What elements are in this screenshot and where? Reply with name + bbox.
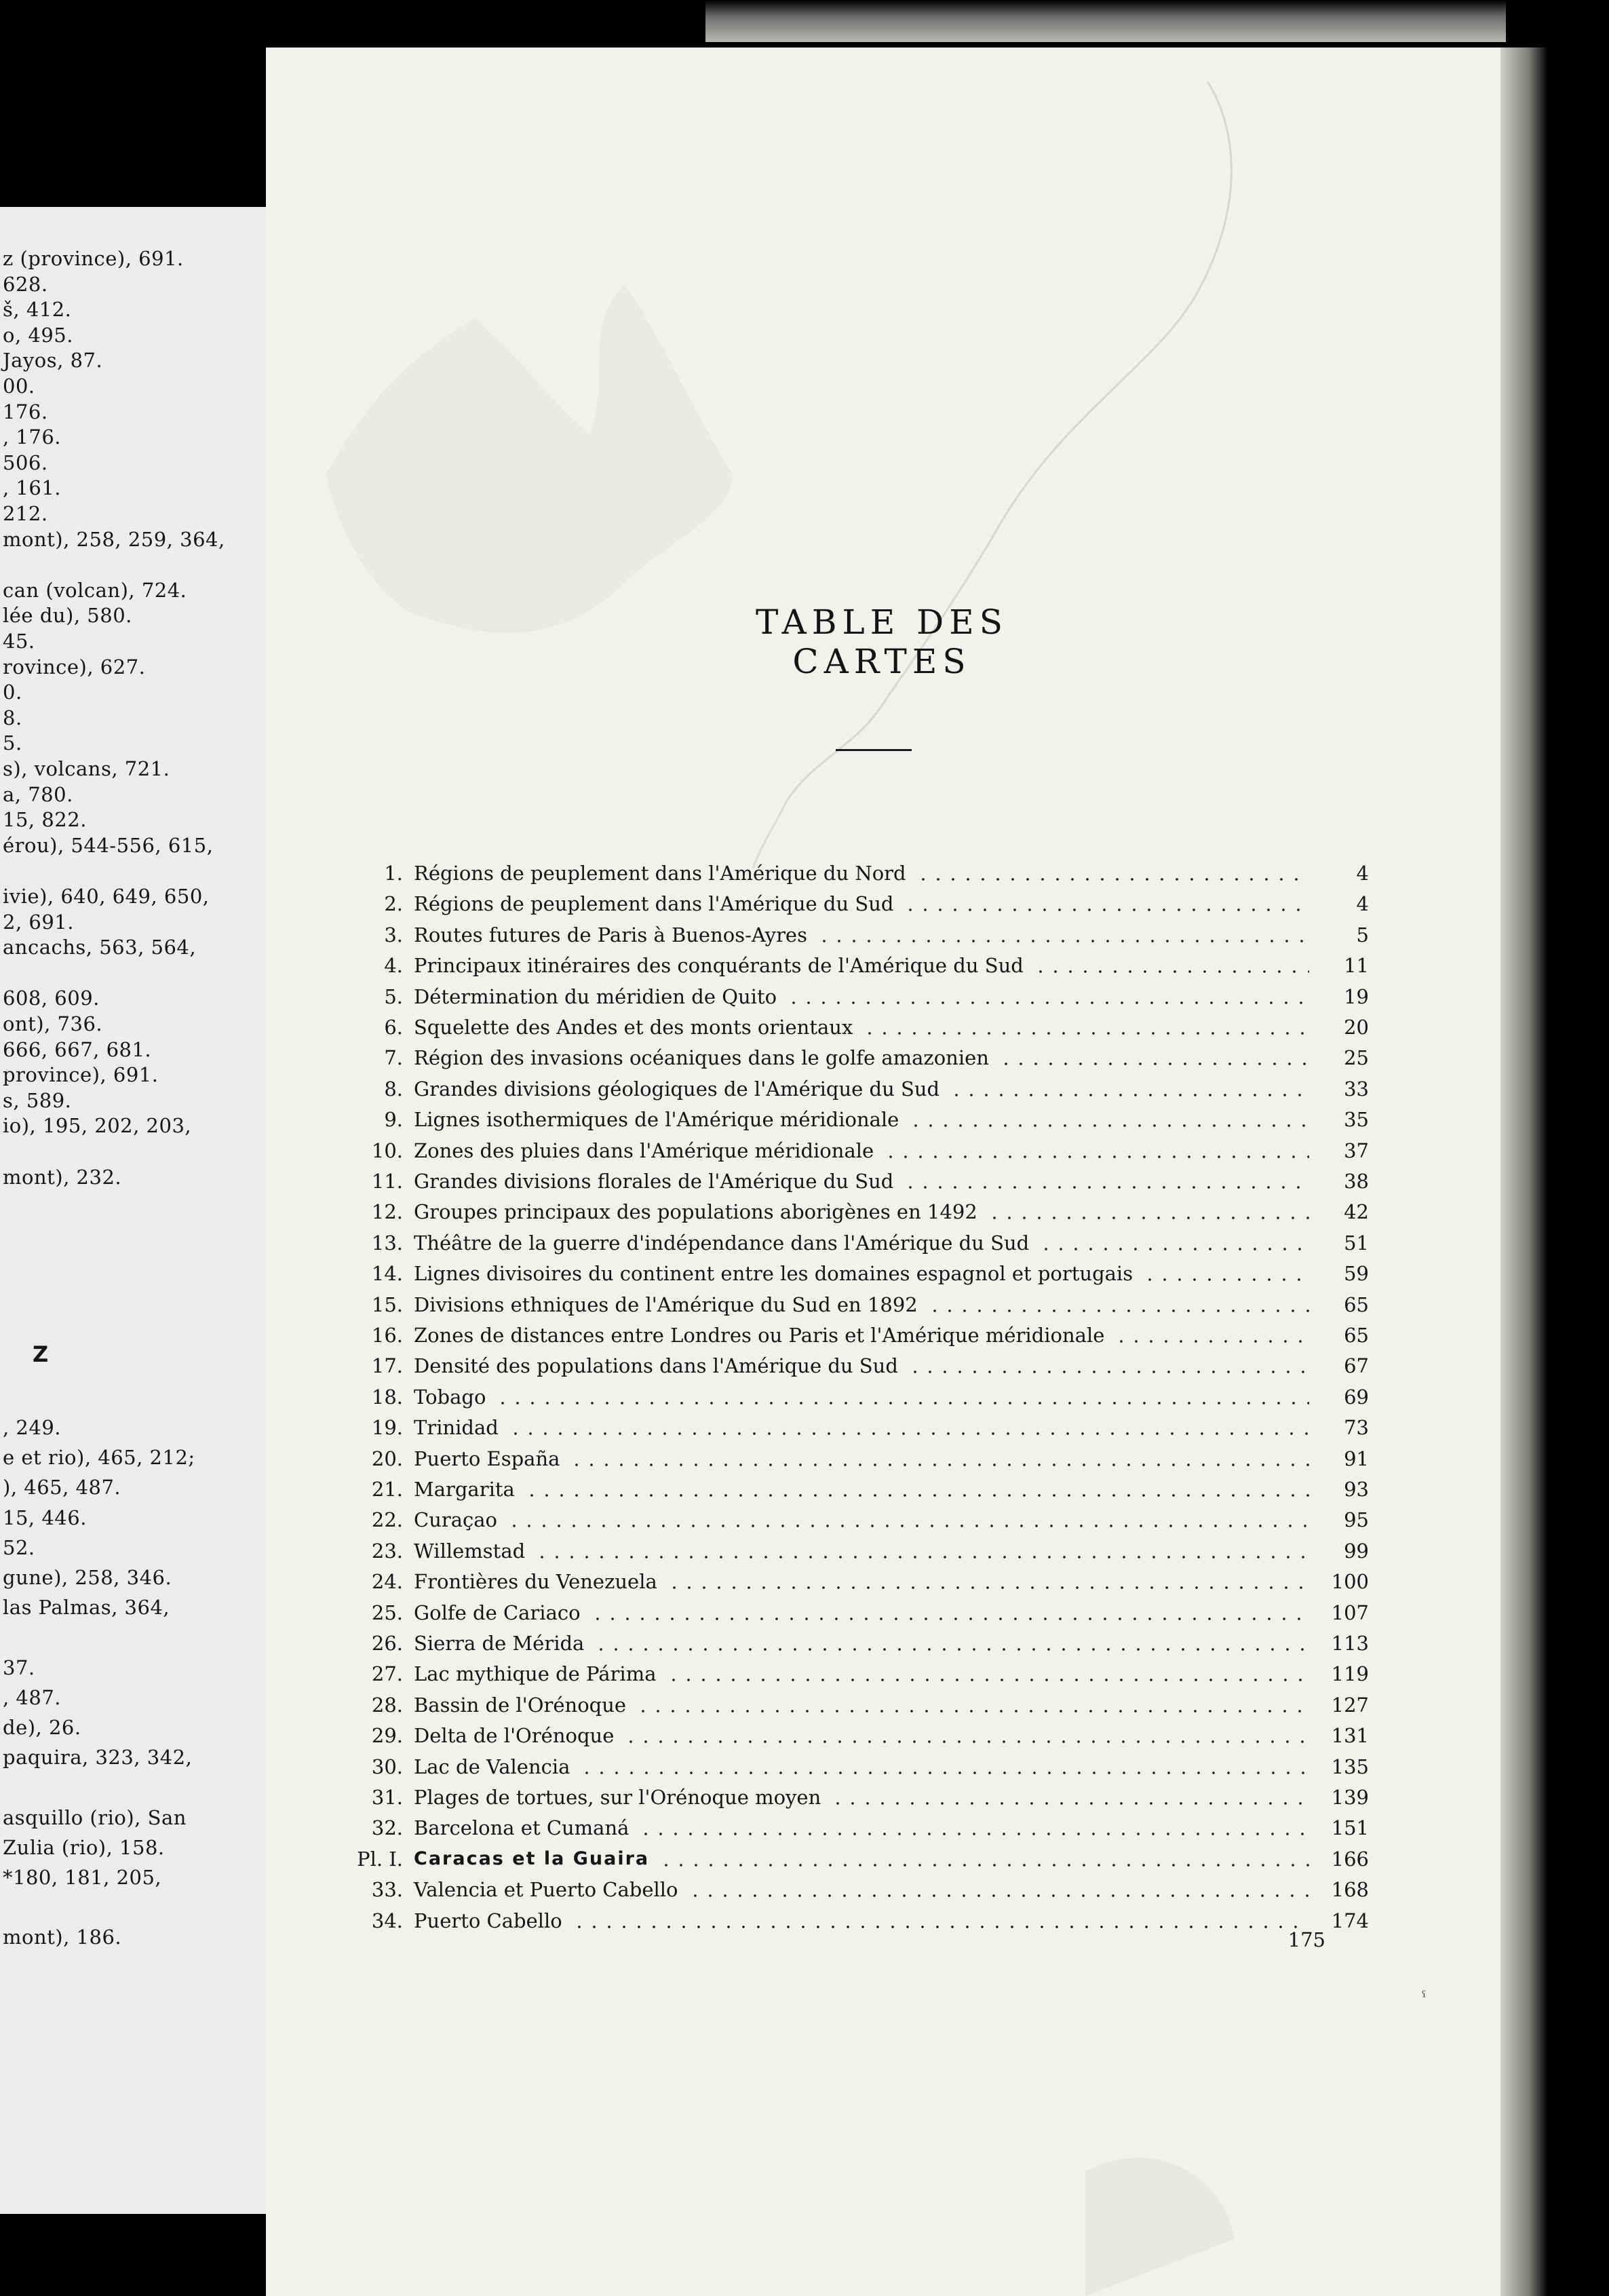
toc-entry [0, 1597, 1609, 1628]
toc-entry-number: 23. [371, 1539, 403, 1563]
dot-leader [999, 1063, 1309, 1065]
toc-entry-title: Zones des pluies dans l'Amérique méridionale [414, 1139, 874, 1162]
toc-entry-number: 13. [371, 1231, 403, 1255]
toc-entry-title: Groupes principaux des populations aborigènes en 1492 [414, 1200, 977, 1224]
index-entry: Zulia (rio), 158. [3, 1835, 165, 1859]
toc-entry-page: 35 [1344, 1108, 1369, 1132]
dot-leader [569, 1463, 1309, 1466]
dot-leader [688, 1894, 1309, 1897]
toc-entry-title: Plages de tortues, sur l'Orénoque moyen [414, 1786, 821, 1809]
dot-leader [1039, 1248, 1309, 1250]
dot-leader [786, 1001, 1309, 1004]
toc-entry-title: Grandes divisions florales de l'Amérique du Sud [414, 1170, 894, 1193]
toc-entry [0, 1012, 1609, 1043]
index-entry: , 487. [3, 1685, 62, 1709]
toc-entry-title: Barcelona et Cumaná [414, 1816, 629, 1840]
toc-entry-page: 51 [1344, 1231, 1369, 1255]
toc-entry-title: Théâtre de la guerre d'indépendance dans l'Amérique du Sud [414, 1231, 1030, 1255]
toc-entry-page: 113 [1331, 1632, 1369, 1655]
toc-entry [0, 1196, 1609, 1227]
dot-leader [916, 878, 1309, 881]
index-entry: ), 465, 487. [3, 1476, 121, 1499]
dot-leader [1033, 970, 1309, 973]
toc-entry [0, 1042, 1609, 1073]
toc-entry [0, 1658, 1609, 1689]
index-entry: can (volcan), 724. [3, 578, 187, 602]
toc-entry-title: Squelette des Andes et des monts orientaux [414, 1016, 853, 1039]
toc-entry-page: 38 [1344, 1170, 1369, 1193]
toc-entry-page: 65 [1344, 1293, 1369, 1316]
toc-entry-number: 11. [371, 1170, 403, 1193]
dot-leader [830, 1802, 1309, 1805]
toc-entry-title: Régions de peuplement dans l'Amérique du Nord [414, 862, 906, 885]
toc-entry-page: 131 [1331, 1724, 1369, 1748]
toc-entry-number: 25. [371, 1601, 403, 1624]
toc-entry-number: 22. [371, 1508, 403, 1532]
toc-entry-page: 69 [1344, 1385, 1369, 1409]
toc-entry-number: Pl. I. [357, 1847, 403, 1871]
toc-entry-title: Régions de peuplement dans l'Amérique du Sud [414, 892, 894, 916]
toc-entry-page: 42 [1344, 1200, 1369, 1224]
toc-entry-page: 19 [1344, 984, 1369, 1008]
toc-entry [0, 1504, 1609, 1535]
toc-entry-number: 28. [371, 1693, 403, 1717]
toc-entry-page: 11 [1344, 954, 1369, 978]
toc-entry [0, 1289, 1609, 1320]
dot-leader [524, 1494, 1309, 1497]
index-entry: rovince), 627. [3, 655, 146, 678]
toc-entry-title: Golfe de Cariaco [414, 1601, 581, 1624]
index-entry: lée du), 580. [3, 604, 132, 628]
toc-entry [0, 1689, 1609, 1721]
index-entry: 00. [3, 375, 35, 398]
dot-leader [903, 1186, 1309, 1189]
dot-leader [949, 1094, 1309, 1096]
index-entry: asquillo (rio), San [3, 1805, 187, 1829]
index-entry: š, 412. [3, 298, 72, 322]
index-entry: mont), 186. [3, 1926, 122, 1949]
toc-entry-title: Grandes divisions géologiques de l'Amérique du Sud [414, 1077, 940, 1101]
toc-entry-number: 17. [371, 1354, 403, 1378]
dot-leader [908, 1371, 1309, 1373]
toc-entry-title: Zones de distances entre Londres ou Paris et l'Amérique méridionale [414, 1324, 1105, 1347]
index-entry: érou), 544-556, 615, [3, 833, 214, 857]
toc-entry-page: 91 [1344, 1447, 1369, 1470]
toc-entry [0, 919, 1609, 951]
toc-entry [0, 950, 1609, 981]
toc-entry [0, 858, 1609, 889]
toc-entry-number: 14. [371, 1262, 403, 1286]
index-entry: ivie), 640, 649, 650, [3, 885, 210, 908]
index-entry: 0. [3, 681, 22, 704]
toc-entry-page: 73 [1344, 1416, 1369, 1440]
toc-entry-title: Delta de l'Orénoque [414, 1724, 615, 1748]
toc-entry [0, 1166, 1609, 1197]
toc-entry-number: 30. [371, 1755, 403, 1778]
toc-entry [0, 1443, 1609, 1474]
toc-entry-number: 2. [384, 892, 403, 916]
index-entry: 45. [3, 630, 35, 653]
toc-entry-page: 4 [1356, 892, 1369, 916]
toc-entry-number: 29. [371, 1724, 403, 1748]
toc-entry-number: 33. [371, 1878, 403, 1902]
toc-entry-number: 5. [384, 984, 403, 1008]
index-entry: 52. [3, 1535, 35, 1559]
index-entry: z (province), 691. [3, 247, 184, 270]
toc-entry-title: Densité des populations dans l'Amérique du Sud [414, 1354, 898, 1378]
toc-entry-number: 6. [384, 1016, 403, 1039]
toc-entry-title: Bassin de l'Orénoque [414, 1693, 627, 1717]
toc-entry [0, 981, 1609, 1012]
toc-entry-page: 65 [1344, 1324, 1369, 1347]
toc-entry-title: Curaçao [414, 1508, 498, 1532]
toc-entry-title: Lignes divisoires du continent entre les domaines espagnol et portugais [414, 1262, 1133, 1286]
toc-entry-page: 93 [1344, 1478, 1369, 1501]
index-entry: 176. [3, 400, 48, 423]
toc-entry-page: 59 [1344, 1262, 1369, 1286]
toc-entry-number: 16. [371, 1324, 403, 1347]
toc-entry-page: 99 [1344, 1539, 1369, 1563]
toc-entry-number: 7. [384, 1046, 403, 1070]
toc-entry-number: 3. [384, 923, 403, 946]
toc-entry-title: Routes futures de Paris à Buenos-Ayres [414, 923, 807, 946]
toc-entry-title: Lignes isothermiques de l'Amérique méridionale [414, 1108, 899, 1132]
toc-entry-page: 67 [1344, 1354, 1369, 1378]
index-entry: gune), 258, 346. [3, 1566, 172, 1589]
index-entry: mont), 232. [3, 1165, 122, 1189]
toc-entry-number: 12. [371, 1200, 403, 1224]
toc-entry-title: Lac mythique de Párima [414, 1662, 657, 1686]
index-entry: 628. [3, 272, 48, 296]
toc-entry-title: Margarita [414, 1478, 515, 1501]
toc-entry [0, 1474, 1609, 1505]
dot-leader [927, 1309, 1309, 1312]
index-entry: s), volcans, 721. [3, 757, 170, 780]
toc-entry-title: Willemstad [414, 1539, 526, 1563]
index-entry: 5. [3, 731, 22, 755]
toc-entry-number: 24. [371, 1570, 403, 1594]
index-entry: 506. [3, 451, 48, 474]
toc-entry-number: 19. [371, 1416, 403, 1440]
toc-entry-number: 27. [371, 1662, 403, 1686]
toc-entry-page: 37 [1344, 1139, 1369, 1162]
toc-entry [0, 1874, 1609, 1905]
index-entry: e et rio), 465, 212; [3, 1446, 195, 1470]
dot-leader [636, 1710, 1309, 1713]
toc-entry-page: 174 [1331, 1909, 1369, 1932]
index-entry: 37. [3, 1656, 35, 1679]
toc-entry-number: 4. [384, 954, 403, 978]
index-entry: province), 691. [3, 1063, 159, 1087]
toc-entry-title: Puerto Cabello [414, 1909, 562, 1932]
index-entry: 15, 446. [3, 1506, 87, 1529]
toc-entry-page: 151 [1331, 1816, 1369, 1840]
index-entry: ont), 736. [3, 1012, 103, 1035]
toc-entry-title: Frontières du Venezuela [414, 1570, 657, 1594]
index-entry: 608, 609. [3, 987, 100, 1010]
dot-leader [638, 1833, 1309, 1835]
dot-leader [594, 1648, 1309, 1651]
toc-entry-title: Puerto España [414, 1447, 560, 1470]
toc-entry-page: 135 [1331, 1755, 1369, 1778]
toc-entry [0, 1751, 1609, 1782]
toc-entry-page: 20 [1344, 1016, 1369, 1039]
toc-entry-title: Divisions ethniques de l'Amérique du Sud en 1892 [414, 1293, 918, 1316]
toc-entry [0, 1720, 1609, 1751]
toc-entry [0, 1320, 1609, 1351]
toc-entry-page: 33 [1344, 1077, 1369, 1101]
toc-entry-page: 95 [1344, 1508, 1369, 1532]
toc-entry-number: 21. [371, 1478, 403, 1501]
ink-speck: ˁ [1422, 1988, 1427, 2007]
dot-leader [572, 1926, 1309, 1928]
toc-entry-page: 127 [1331, 1693, 1369, 1717]
dot-leader [623, 1740, 1309, 1743]
toc-entry-page: 119 [1331, 1662, 1369, 1686]
toc-entry-number: 32. [371, 1816, 403, 1840]
toc-entry-number: 1. [384, 862, 403, 885]
toc-entry [0, 1350, 1609, 1381]
toc-entry-title: Caracas et la Guaira [414, 1848, 650, 1869]
toc-entry-title: Tobago [414, 1385, 486, 1409]
toc-entry-number: 9. [384, 1108, 403, 1132]
index-entry: paquira, 323, 342, [3, 1746, 193, 1769]
toc-entry [0, 888, 1609, 919]
dot-leader [667, 1586, 1309, 1589]
index-entry: *180, 181, 205, [3, 1866, 162, 1889]
dot-leader [507, 1525, 1309, 1527]
toc-entry [0, 1381, 1609, 1413]
toc-entry-number: 31. [371, 1786, 403, 1809]
toc-entry-number: 8. [384, 1077, 403, 1101]
dot-leader [590, 1618, 1309, 1620]
index-entry: 212. [3, 502, 48, 525]
toc-entry-title: Sierra de Mérida [414, 1632, 585, 1655]
toc-entry [0, 1566, 1609, 1597]
toc-entry-page: 5 [1356, 923, 1369, 946]
index-entry: 666, 667, 681. [3, 1037, 152, 1061]
toc-entry-title: Lac de Valencia [414, 1755, 570, 1778]
toc-entry [0, 1812, 1609, 1843]
index-entry: mont), 258, 259, 364, [3, 527, 225, 551]
toc-entry [0, 1843, 1609, 1875]
dot-leader [862, 1032, 1309, 1035]
toc-entry [0, 1412, 1609, 1443]
index-entry: 15, 822. [3, 808, 87, 832]
toc-entry-page: 25 [1344, 1046, 1369, 1070]
dot-leader [508, 1432, 1309, 1435]
dot-leader [987, 1217, 1309, 1219]
dot-leader [1114, 1340, 1309, 1343]
index-entry: las Palmas, 364, [3, 1596, 170, 1620]
index-entry: s, 589. [3, 1088, 72, 1112]
index-entry: 2, 691. [3, 910, 74, 934]
page-title: TABLE DES CARTES [756, 602, 1008, 681]
toc-entry [0, 1073, 1609, 1105]
index-entry: io), 195, 202, 203, [3, 1114, 192, 1138]
dot-leader [883, 1155, 1309, 1158]
dot-leader [1142, 1278, 1309, 1281]
toc-entry [0, 1227, 1609, 1259]
toc-entry [0, 1135, 1609, 1166]
toc-entry-title: Détermination du méridien de Quito [414, 984, 777, 1008]
toc-entry [0, 1782, 1609, 1813]
index-letter-heading: Z [33, 1341, 49, 1367]
toc-entry-number: 10. [371, 1139, 403, 1162]
toc-entry-title: Valencia et Puerto Cabello [414, 1878, 678, 1902]
dot-leader [495, 1402, 1309, 1404]
index-entry: , 161. [3, 476, 62, 500]
toc-entry-page: 4 [1356, 862, 1369, 885]
index-entry: a, 780. [3, 782, 73, 806]
toc-entry [0, 1535, 1609, 1567]
toc-entry [0, 1258, 1609, 1289]
toc-entry [0, 1628, 1609, 1659]
index-entry: o, 495. [3, 323, 73, 347]
index-entry: , 249. [3, 1416, 62, 1439]
dot-leader [579, 1772, 1309, 1774]
toc-entry-number: 34. [371, 1909, 403, 1932]
toc-entry-number: 20. [371, 1447, 403, 1470]
toc-entry-page: 168 [1331, 1878, 1369, 1902]
toc-entry-number: 15. [371, 1293, 403, 1316]
dot-leader [659, 1864, 1309, 1867]
dot-leader [535, 1556, 1309, 1558]
toc-entry-page: 100 [1331, 1570, 1369, 1594]
dot-leader [903, 908, 1309, 911]
toc-entry-title: Principaux itinéraires des conquérants de l'Amérique du Sud [414, 954, 1024, 978]
toc-entry-title: Région des invasions océaniques dans le golfe amazonien [414, 1046, 989, 1070]
toc-entry-number: 26. [371, 1632, 403, 1655]
index-entry: , 176. [3, 425, 62, 449]
index-entry: 8. [3, 706, 22, 729]
toc-entry-page: 166 [1331, 1847, 1369, 1871]
index-entry: ancachs, 563, 564, [3, 936, 197, 959]
trailing-page-number: 175 [1287, 1928, 1325, 1951]
index-entry: de), 26. [3, 1716, 81, 1739]
dot-leader [666, 1679, 1310, 1681]
toc-entry [0, 1104, 1609, 1135]
dot-leader [908, 1124, 1309, 1127]
title-rule [836, 749, 912, 751]
toc-entry-number: 18. [371, 1385, 403, 1409]
toc-entry-page: 107 [1331, 1601, 1369, 1624]
toc-entry-page: 139 [1331, 1786, 1369, 1809]
dot-leader [817, 940, 1309, 942]
index-entry: Jayos, 87. [3, 349, 103, 372]
scan-top-edge [705, 0, 1506, 42]
toc-entry-title: Trinidad [414, 1416, 499, 1440]
toc-entry [0, 1905, 1609, 1936]
